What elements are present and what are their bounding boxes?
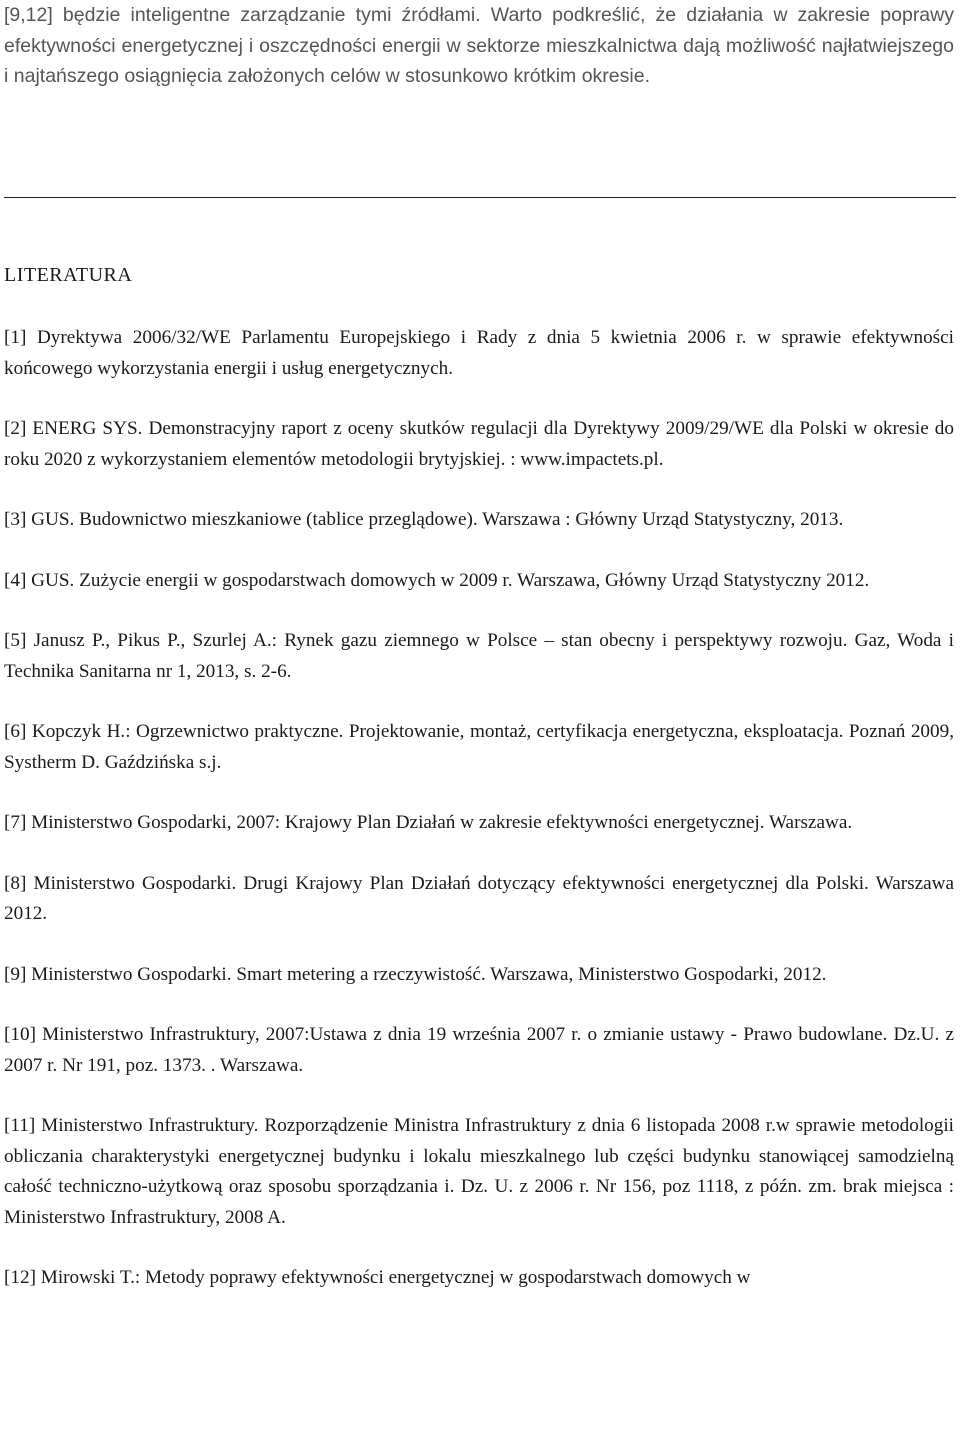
reference-item-4: [4] GUS. Zużycie energii w gospodarstwach domowych w 2009 r. Warszawa, Główny Urząd Statystyczny 2012. [4,569,870,591]
reference-item-10: [10] Ministerstwo Infrastruktury, 2007:Ustawa z dnia 19 września 2007 r. o zmianie ustawy - Prawo budowlane. Dz.U. z 2007 r. Nr 191, poz. 1373. . Warszawa. [4,1024,954,1076]
reference-item-6: [6] Kopczyk H.: Ogrzewnictwo praktyczne. Projektowanie, montaż, certyfikacja energetyczna, eksploatacja. Poznań 2009, Systherm D. Gaździńska s.j. [4,721,954,773]
reference-item-3: [3] GUS. Budownictwo mieszkaniowe (tablice przeglądowe). Warszawa : Główny Urząd Statystyczny, 2013. [4,509,844,530]
document-page [4,0,954,1288]
reference-item-9: [9] Ministerstwo Gospodarki. Smart metering a rzeczywistość. Warszawa, Ministerstwo Gospodarki, 2012. [4,963,827,985]
reference-item-2: [2] ENERG SYS. Demonstracyjny raport z oceny skutków regulacji dla Dyrektywy 2009/29/WE dla Polski w okresie do roku 2020 z wykorzystaniem elementów metodologii brytyjskiej. : www.impactets.pl. [4,418,954,470]
reference-item-1: [1] Dyrektywa 2006/32/WE Parlamentu Europejskiego i Rady z dnia 5 kwietnia 2006 r. w sprawie efektywności końcowego wykorzystania energii i usług energetycznych. [4,327,954,379]
reference-item-5: [5] Janusz P., Pikus P., Szurlej A.: Rynek gazu ziemnego w Polsce – stan obecny i perspektywy rozwoju. Gaz, Woda i Technika Sanitarna nr 1, 2013, s. 2-6. [4,630,954,682]
reference-list [4,323,954,1324]
literature-heading: LITERATURA [4,264,133,286]
intro-paragraph: [9,12] będzie inteligentne zarządzanie tymi źródłami. Warto podkreślić, że działania w zakresie poprawy efektywności energetycznej i oszczędności energii w sektorze mieszkalnictwa dają możliwość najłatwiejszego i najtańszego osiągnięcia założonych celów w stosunkowo krótkim okresie. [4,4,954,87]
reference-item-7: [7] Ministerstwo Gospodarki, 2007: Krajowy Plan Działań w zakresie efektywności energetycznej. Warszawa. [4,812,853,833]
section-divider [4,197,956,198]
reference-item-11: [11] Ministerstwo Infrastruktury. Rozporządzenie Ministra Infrastruktury z dnia 6 listopada 2008 r.w sprawie metodologii obliczania charakterystyki energetycznej budynku i lokalu mieszkalnego lub części budynku stanowiącej samodzielną całość techniczno-użytkową oraz sposobu sporządzania i. Dz. U. z 2006 r. Nr 156, poz 1118, z późn. zm. brak miejsca : Ministerstwo Infrastruktury, 2008 A. [4,1115,954,1228]
reference-item-8: [8] Ministerstwo Gospodarki. Drugi Krajowy Plan Działań dotyczący efektywności energetycznej dla Polski. Warszawa 2012. [4,872,954,924]
reference-item-12: [12] Mirowski T.: Metody poprawy efektywności energetycznej w gospodarstwach domowych w [4,1267,751,1288]
